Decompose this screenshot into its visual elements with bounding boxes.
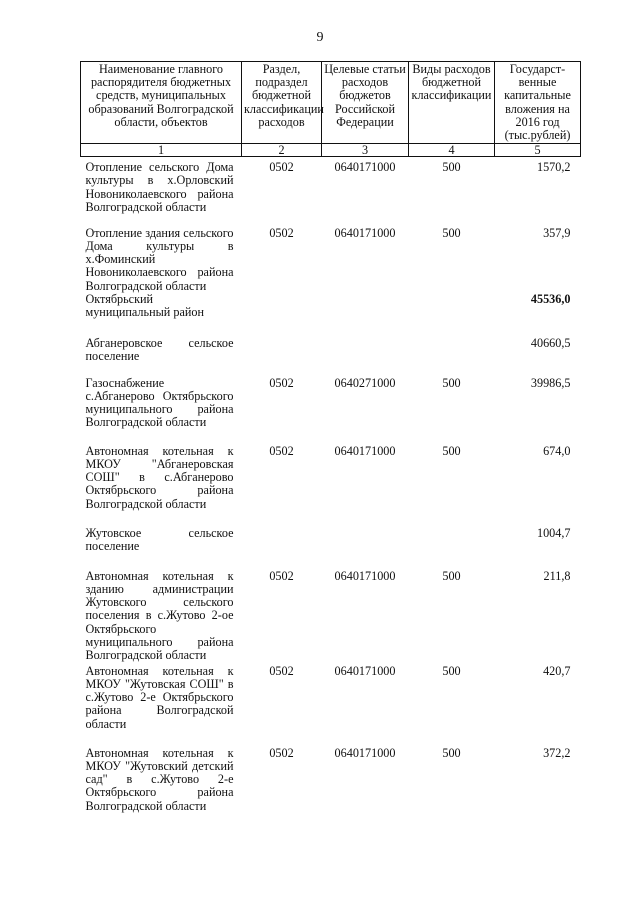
column-number: 1 [81,144,242,157]
row-amount: 674,0 [543,443,571,458]
row-section [242,337,322,377]
row-section: 0502 [269,568,294,583]
header-expense-type: Виды расходов бюджетной классификации [409,62,495,144]
table-row [81,377,581,445]
row-name: Автономная котельная к зданию администрации Жутовского сельского поселения в с.Жутово 2-ое Октябрьского муниципального района Волгоградской области [85,568,234,662]
row-type: 500 [442,225,461,240]
row-type: 500 [442,568,461,583]
row-target: 0640171000 [334,568,396,583]
row-target: 0640171000 [334,745,396,760]
row-target: 0640271000 [334,375,396,390]
column-number: 2 [242,144,322,157]
header-target-item: Целевые статьи расходов бюджетов Российской Федерации [322,62,409,144]
row-section [242,293,322,337]
row-section: 0502 [269,663,294,678]
row-target: 0640171000 [334,663,396,678]
row-amount: 420,7 [543,663,571,678]
header-recipient-name: Наименование главного распорядителя бюджетных средств, муниципальных образований Волгоградской области, объектов [81,62,242,144]
table-row [81,570,581,665]
row-name: Отопление здания сельского Дома культуры в х.Фоминский Новониколаевского района Волгоградской области [85,225,234,293]
table-row [81,445,581,527]
row-amount: 39986,5 [530,375,571,390]
table-row [81,665,581,747]
row-amount: 357,9 [543,225,571,240]
page-number: 9 [316,30,324,45]
row-target [322,293,409,337]
row-type [409,527,495,570]
row-target [322,527,409,570]
row-target: 0640171000 [334,160,396,175]
table-row [81,227,581,293]
row-name: Автономная котельная к МКОУ "Абганеровская СОШ" в с.Абганерово Октябрьского района Волгоградской области [85,443,234,511]
row-amount: 372,2 [543,745,571,760]
row-name: Автономная котельная к МКОУ "Жутовский детский сад" в с.Жутово 2-е Октябрьского района Волгоградской области [85,745,234,813]
row-section: 0502 [269,160,294,175]
header-section: Раздел, подраздел бюджетной классификации расходов [242,62,322,144]
row-section [242,527,322,570]
row-amount: 211,8 [543,568,571,583]
table-row [81,337,581,377]
row-type: 500 [442,160,461,175]
row-name: Абганеровское сельское поселение [85,335,234,363]
row-type: 500 [442,663,461,678]
row-name: Газоснабжение с.Абганерово Октябрьского муниципального района Волгоградской области [85,375,234,430]
table-body [81,157,581,817]
column-number: 3 [322,144,409,157]
row-target: 0640171000 [334,443,396,458]
row-amount: 1004,7 [536,525,571,540]
table-row [81,157,581,227]
row-target: 0640171000 [334,225,396,240]
row-amount: 1570,2 [536,160,571,175]
table-row [81,747,581,817]
table-header [81,62,581,157]
row-type: 500 [442,745,461,760]
row-type: 500 [442,443,461,458]
row-amount-total: 45536,0 [530,291,571,306]
row-type: 500 [442,375,461,390]
row-section: 0502 [269,225,294,240]
row-name: Автономная котельная к МКОУ "Жутовская СОШ" в с.Жутово 2-е Октябрьского района Волгоградской области [85,663,234,731]
header-capital-investment: Государст-венные капитальные вложения на 2016 год (тыс.рублей) [495,62,581,144]
row-name: Отопление сельского Дома культуры в х.Орловский Новониколаевского района Волгоградской области [85,160,234,214]
row-type [409,293,495,337]
column-number: 5 [495,144,581,157]
row-amount: 40660,5 [530,335,571,350]
row-name: Жутовское сельское поселение [85,525,234,553]
row-type [409,337,495,377]
column-number: 4 [409,144,495,157]
table-row [81,527,581,570]
capital-investment-table [80,61,581,817]
table-row [81,293,581,337]
row-target [322,337,409,377]
row-section: 0502 [269,443,294,458]
row-section: 0502 [269,375,294,390]
row-name: Октябрьский муниципальный район [85,291,204,319]
row-section: 0502 [269,745,294,760]
column-numbers-row [81,144,581,157]
